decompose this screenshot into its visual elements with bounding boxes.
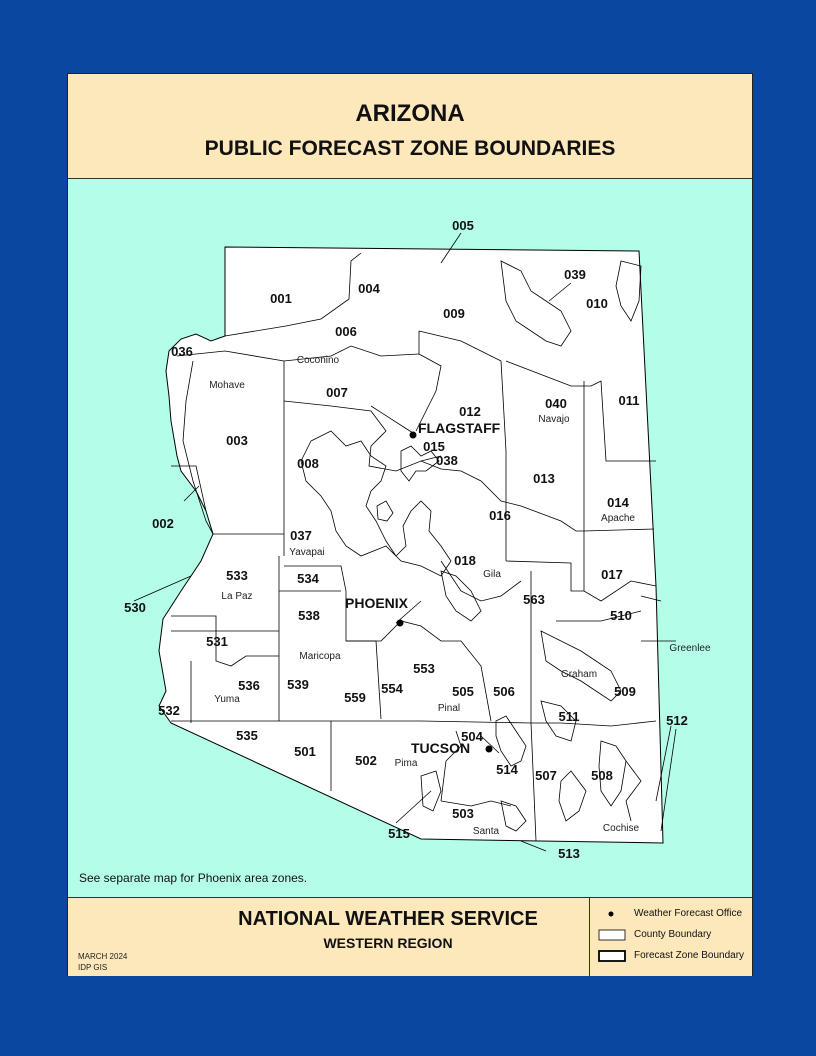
zone-label: 514 xyxy=(496,762,518,777)
zone-label: 513 xyxy=(558,846,580,861)
zone-label: 559 xyxy=(344,690,366,705)
tucson-office-dot-icon xyxy=(486,746,493,753)
legend-label: Weather Forecast Office xyxy=(634,908,743,919)
zone-label: 530 xyxy=(124,600,146,615)
zone-label: 535 xyxy=(236,728,258,743)
agency-name: NATIONAL WEATHER SERVICE xyxy=(238,908,538,930)
zone-label: 017 xyxy=(601,567,623,582)
zone-label: 539 xyxy=(287,677,309,692)
zone-label: 534 xyxy=(297,571,319,586)
county-label: Apache xyxy=(601,513,635,524)
zone-label: 536 xyxy=(238,678,260,693)
county-label: Navajo xyxy=(538,414,570,425)
zone-label: 006 xyxy=(335,324,357,339)
zone-label: 563 xyxy=(523,592,545,607)
zone-label: 013 xyxy=(533,471,555,486)
county-label: Pinal xyxy=(437,703,461,714)
zone-label: 039 xyxy=(564,267,586,282)
zone-label: 003 xyxy=(226,433,248,448)
zone-label: 509 xyxy=(614,684,636,699)
zone-label: 001 xyxy=(270,291,292,306)
region-name: WESTERN REGION xyxy=(323,935,453,951)
phoenix-office-dot-icon xyxy=(397,620,404,627)
zone-label: 015 xyxy=(423,439,445,454)
zone-label: 504 xyxy=(461,729,483,744)
zone-label: 538 xyxy=(298,608,320,623)
map-footer xyxy=(68,897,752,976)
map-subtitle: PUBLIC FORECAST ZONE BOUNDARIES xyxy=(204,137,616,160)
zone-label: 005 xyxy=(452,218,474,233)
county-label: Yuma xyxy=(214,694,240,705)
zone-label: 040 xyxy=(545,396,567,411)
map-title: ARIZONA xyxy=(355,100,465,127)
zone-label: 553 xyxy=(413,661,435,676)
zone-label: 008 xyxy=(297,456,319,471)
zone-label: 533 xyxy=(226,568,248,583)
map-header xyxy=(68,74,752,179)
zone-label: 009 xyxy=(443,306,465,321)
zone-label: 016 xyxy=(489,508,511,523)
zone-label: 004 xyxy=(358,281,380,296)
zone-label: 014 xyxy=(607,495,629,510)
zone-label: 007 xyxy=(326,385,348,400)
county-label: Pima xyxy=(394,758,418,769)
zone-label: 011 xyxy=(618,393,640,408)
zone-label: 038 xyxy=(436,453,458,468)
zone-label: 507 xyxy=(535,768,557,783)
zone-label: 018 xyxy=(454,553,476,568)
zone-label: 511 xyxy=(558,709,580,724)
county-label: La Paz xyxy=(221,591,253,602)
city-label-tucson: TUCSON xyxy=(411,740,471,756)
zone-label: 506 xyxy=(493,684,515,699)
footer-divider xyxy=(589,898,590,976)
zone-label: 512 xyxy=(666,713,688,728)
zone-label: 012 xyxy=(459,404,481,419)
legend-label: Forecast Zone Boundary xyxy=(634,950,745,961)
zone-label: 503 xyxy=(452,806,474,821)
zone-label: 532 xyxy=(158,703,180,718)
zone-label: 002 xyxy=(152,516,174,531)
county-label: Coconino xyxy=(296,355,340,366)
map-tool: IDP GIS xyxy=(78,963,108,972)
zone-label: 501 xyxy=(294,744,316,759)
zone-label: 037 xyxy=(290,528,312,543)
zone-label: 554 xyxy=(381,681,403,696)
legend-label: County Boundary xyxy=(634,929,712,940)
office-dot-icon xyxy=(598,908,628,920)
county-label: Gila xyxy=(483,569,501,580)
city-label-phoenix: PHOENIX xyxy=(345,595,409,611)
county-label: Yavapai xyxy=(289,547,325,558)
map-date: MARCH 2024 xyxy=(78,952,128,961)
zone-label: 510 xyxy=(610,608,632,623)
county-label: Santa xyxy=(472,826,500,837)
flagstaff-office-dot-icon xyxy=(410,432,417,439)
county-label: Graham xyxy=(560,669,598,680)
zone-label: 531 xyxy=(206,634,228,649)
county-label: Greenlee xyxy=(669,643,711,654)
zone-label: 502 xyxy=(355,753,377,768)
map-sheet xyxy=(67,73,753,976)
city-label-flagstaff: FLAGSTAFF xyxy=(418,420,501,436)
zone-label: 505 xyxy=(452,684,474,699)
county-label: Maricopa xyxy=(299,651,341,662)
county-label: Mohave xyxy=(209,380,245,391)
arizona-zone-map xyxy=(68,178,752,897)
county-box-icon xyxy=(598,928,628,942)
zone-label: 010 xyxy=(586,296,608,311)
zone-label: 508 xyxy=(591,768,613,783)
county-label: Cochise xyxy=(602,823,640,834)
phoenix-area-note: See separate map for Phoenix area zones. xyxy=(79,871,308,885)
zone-box-icon xyxy=(598,949,628,963)
zone-label: 515 xyxy=(388,826,410,841)
zone-label: 036 xyxy=(171,344,193,359)
